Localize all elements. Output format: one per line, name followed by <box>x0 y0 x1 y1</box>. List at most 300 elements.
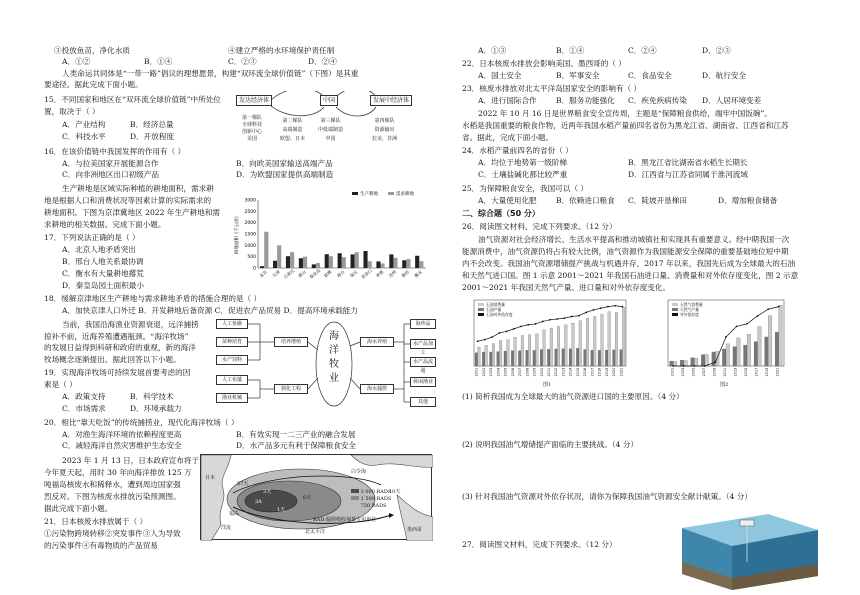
bar-production-farmland <box>273 261 277 268</box>
seabed-block-illustration <box>672 508 820 592</box>
q19-option-d[interactable]: D．环境承载力 <box>130 404 182 413</box>
para-24-line1: 2022 年 10 月 16 日是世界粮食安全宣传周，主题是“保障粮食供给，端牢中国饭碗”。 <box>478 109 772 118</box>
bar-gas-consumption <box>758 327 762 366</box>
q18-options[interactable]: A．加快京津人口外迁 B．开发耕地后备资源 C．促进农产品贸易 D．提高环境承载能力 <box>62 306 358 315</box>
developing-economies-box: 发展中经济体 <box>370 95 412 106</box>
item-seafood: 海珍品 <box>410 319 436 329</box>
q23-option-d[interactable]: D．人居环境变差 <box>702 96 762 105</box>
bar-oil-production <box>555 349 558 366</box>
q16-option-c[interactable]: C．向非洲地区出口初级产品 <box>62 170 159 179</box>
para-21-line1: 2023 年 1 月 13 日，日本政府宣布将于 <box>62 456 200 465</box>
q17-option-c[interactable]: C．衡水有大量耕地撂荒 <box>62 269 144 278</box>
oil-x-tick: 2009 <box>532 367 537 377</box>
gas-x-tick: 2021 <box>775 367 780 377</box>
bar-demand-farmland <box>264 232 268 268</box>
q16-option-d[interactable]: D．为欧盟国家提供高端制造 <box>236 170 334 179</box>
bar-oil-consumption <box>579 321 582 366</box>
oil-x-tick: 2016 <box>583 367 588 377</box>
oil-x-tick: 2012 <box>554 367 559 377</box>
q25-option-a[interactable]: A．大量使用化肥 <box>478 196 537 205</box>
q21-option-d[interactable]: D．②③ <box>702 46 731 55</box>
question-17: 17．下列说法正确的是（ ） <box>44 233 140 242</box>
question-26: 26．阅读图文材料，完成下列要求。（12 分） <box>462 222 617 231</box>
label-bering-sea: 白令海 <box>351 469 367 475</box>
point-gas-dependency <box>693 365 695 367</box>
bar-demand-farmland <box>342 257 346 268</box>
q16-option-b[interactable]: B．向欧美国家输送高端产品 <box>236 159 333 168</box>
bar-gas-consumption <box>694 358 698 366</box>
point-gas-dependency <box>736 326 738 328</box>
bar-demand-farmland <box>329 256 333 268</box>
bar-oil-production <box>526 350 529 366</box>
oil-x-tick: 2001 <box>474 367 479 377</box>
intro-15-line1: 人类命运共同体是“一带一路”倡议的理想愿景，构建“双环流全球价值链”（下图）是其重 <box>62 69 359 78</box>
q24-option-b[interactable]: B．黑龙江省比湖南省水稻生长期长 <box>628 158 748 167</box>
q22-option-d[interactable]: D．航行安全 <box>702 71 747 80</box>
gas-x-tick: 2011 <box>723 367 727 377</box>
para-17-line2: 地是根据人口和消费状况等因素计算的实际需求的 <box>44 196 212 205</box>
bar-demand-farmland <box>419 261 423 268</box>
bar-oil-consumption <box>564 325 567 366</box>
oil-x-tick: 2020 <box>612 367 617 377</box>
point-gas-dependency <box>683 365 685 367</box>
bar-oil-production <box>584 350 587 367</box>
sub-question-3: (3) 针对我国油气资源对外依存状况，请你为保障我国油气资源安全献计献策。（4 分） <box>462 492 752 501</box>
para-17-line1: 生产耕地是区域实际种植的耕地面积，需求耕 <box>62 184 214 193</box>
para-21-line4: 烈反对。下图为核废水排放污染预测图。 <box>44 492 181 501</box>
bar-oil-consumption <box>514 337 517 366</box>
oil-chart <box>462 294 638 380</box>
oil-x-tick: 2004 <box>496 367 501 377</box>
bar-oil-consumption <box>572 323 575 366</box>
bar-oil-production <box>489 352 492 366</box>
item-leisure: 休闲渔业 <box>410 377 436 387</box>
bar-gas-production <box>765 337 769 366</box>
bar-oil-production <box>475 353 478 366</box>
q25-option-b[interactable]: B．依赖进口粮食 <box>556 196 615 205</box>
bar-oil-production <box>482 352 485 366</box>
para-26-line1: 油气资源对社会经济增长、生活水平提高和推动城镇社和实现具有重要意义。经中期我国一次 <box>478 235 790 244</box>
oil-x-tick: 2005 <box>503 367 508 377</box>
oil-x-tick: 2019 <box>604 367 609 377</box>
bar-production-farmland <box>325 254 329 268</box>
farm-y-tick: 2000 <box>244 221 256 227</box>
gas-legend-label: 天然气消费量 <box>680 302 703 307</box>
point-oil-dependency <box>477 340 479 342</box>
point-oil-dependency <box>527 324 529 326</box>
farm-x-tick: 邢台 <box>335 269 346 279</box>
label-mexico: 墨西哥 <box>407 527 423 533</box>
oil-x-tick: 2011 <box>547 367 551 377</box>
gas-x-tick: 2003 <box>680 367 685 377</box>
bar-production-farmland <box>363 251 367 268</box>
bar-oil-consumption <box>615 312 618 366</box>
bar-demand-farmland <box>316 263 320 268</box>
point-oil-dependency <box>506 330 508 332</box>
para-21-line5: 据此完成下面小题。 <box>44 504 113 513</box>
label-1day: 1天 <box>277 507 286 513</box>
para-17-line3: 耕地面积。下图为京津冀地区 2022 年生产耕地和需 <box>44 208 221 217</box>
bar-demand-farmland <box>355 252 359 268</box>
q15-option-b[interactable]: B．经济总量 <box>130 120 174 129</box>
tier-1: 第一梯队 全球科技 创新中心 美国 <box>242 115 263 142</box>
q19-option-b[interactable]: B．科学技术 <box>130 392 174 401</box>
box-domestication: 驯化工程 <box>274 384 308 394</box>
gas-chart <box>656 294 796 380</box>
point-oil-dependency <box>556 318 558 320</box>
bar-oil-consumption <box>528 335 531 366</box>
para-19-line4: 牧场概念逐渐提出。据此回答以下小题。 <box>44 355 181 364</box>
q20-option-d[interactable]: D．水产品多元有利于保障粮食安全 <box>236 441 356 450</box>
legend-demand: 需求耕地 <box>396 192 414 197</box>
point-oil-dependency <box>614 305 616 307</box>
label-fukushima: 福岛 <box>229 511 240 517</box>
bar-gas-production <box>775 332 779 366</box>
bar-gas-consumption <box>715 351 719 366</box>
label-57days: 57天 <box>237 481 249 487</box>
gas-legend-swatch <box>672 308 678 311</box>
farm-x-tick: 张家口 <box>360 267 374 280</box>
farmland-chart <box>232 188 430 290</box>
oil-legend-label: 石油消费量 <box>486 302 505 307</box>
bar-demand-farmland <box>277 245 281 268</box>
oil-legend-label: 石油产量 <box>486 307 502 312</box>
point-oil-dependency <box>593 309 595 311</box>
q23-option-c[interactable]: C．疾免疾病传染 <box>628 96 687 105</box>
oil-x-tick: 2015 <box>575 367 580 377</box>
question-21: 21．日本核废水排放属于（ ） <box>44 517 148 526</box>
bar-production-farmland <box>389 254 393 268</box>
item-machinery: 渔业机械 <box>216 393 248 403</box>
farm-y-tick: 1500 <box>244 232 256 238</box>
farm-y-tick: 500 <box>247 255 256 261</box>
bar-oil-consumption <box>593 317 596 367</box>
point-oil-dependency <box>571 316 573 318</box>
point-oil-dependency <box>498 332 500 334</box>
para-26-line3: 内不会改变。我国油气资源增储提产挑战与机遇并存，2017 年以来，我国先后成为全球最大的石油 <box>462 259 796 268</box>
para-26-line4: 和天然气进口国。图 1 示意 2001～2021 年我国石油进口量、消费量和对外依存度变化，图 2 示意 <box>462 271 799 280</box>
bar-gas-production <box>670 361 674 366</box>
bar-gas-consumption <box>737 338 741 366</box>
q22-option-b[interactable]: B．军事安全 <box>556 71 600 80</box>
q20-option-c[interactable]: C．减轻海洋自然灾害维护生态安全 <box>62 441 182 450</box>
point-oil-dependency <box>542 321 544 323</box>
question-19-cont: 素是（ ） <box>44 380 77 389</box>
oil-x-tick: 2008 <box>525 367 530 377</box>
oil-x-tick: 2018 <box>597 367 602 377</box>
fig1-caption: 图1 <box>543 382 552 388</box>
gas-x-tick: 2007 <box>701 367 706 377</box>
q15-option-a[interactable]: A．产业结构 <box>62 120 106 129</box>
q17-option-b[interactable]: B．邢台人地关系最协调 <box>62 257 144 266</box>
oil-x-tick: 2007 <box>518 367 523 377</box>
farm-x-tick: 承德 <box>374 269 385 279</box>
point-gas-dependency <box>757 315 759 317</box>
bar-oil-consumption <box>507 340 510 366</box>
question-21-statements-2: 的污染事件④有毒物质的产品贸易 <box>44 541 158 550</box>
value-chain-diagram <box>236 91 412 157</box>
bar-gas-production <box>722 349 726 366</box>
para-24-line2: 水稻是我国重要的粮食作物，近两年我国水稻产量前四名省份为黑龙江省、湖南省、江西省和江苏 <box>462 121 789 130</box>
q21-option-c[interactable]: C．②④ <box>628 46 657 55</box>
oil-x-tick: 2014 <box>568 367 573 377</box>
item-feed: 水产饲料 <box>216 355 248 365</box>
q17-option-d[interactable]: D．秦皇岛园土面积最小 <box>62 281 145 290</box>
bar-gas-consumption <box>747 334 751 366</box>
bar-production-farmland <box>286 256 290 268</box>
box-fishing: 海水捕捞 <box>360 384 394 394</box>
label-current: 洋流 <box>221 525 232 531</box>
para-21-line3: 吨福岛核废水和稀释水，遭到周边国家强 <box>44 480 181 489</box>
para-17-line4: 求耕地的相关数据。完成下面小题。 <box>44 220 166 229</box>
label-north-pacific: 北太平洋 <box>305 529 326 535</box>
point-oil-dependency <box>549 319 551 321</box>
q19-option-c[interactable]: C．市场需求 <box>62 404 106 413</box>
map-legend-rad: RAD:辐射吸收剂量专用单位 <box>313 517 377 523</box>
point-oil-dependency <box>491 336 493 338</box>
bar-gas-production <box>733 347 737 366</box>
item-seedling: 苗种培育 <box>216 337 248 347</box>
bar-oil-consumption <box>557 326 560 366</box>
bar-production-farmland <box>299 258 303 268</box>
gas-legend-swatch <box>672 313 678 316</box>
bar-gas-consumption <box>726 344 730 366</box>
fig2-caption: 图2 <box>720 382 729 388</box>
bar-oil-production <box>591 350 594 366</box>
bar-oil-production <box>540 350 543 367</box>
oil-x-tick: 2010 <box>539 367 544 377</box>
farm-y-tick: 0 <box>253 266 256 272</box>
oil-x-tick: 2021 <box>619 367 624 377</box>
gas-x-tick: 2017 <box>754 367 759 377</box>
point-oil-dependency <box>585 311 587 313</box>
section-2-heading: 二、综合题（50 分） <box>462 209 540 218</box>
oil-x-tick: 2002 <box>481 367 486 377</box>
intro-15-line2: 要途径。据此完成下面小题。 <box>44 80 143 89</box>
farm-x-tick: 沧州 <box>387 269 398 279</box>
farm-x-tick: 邯郸 <box>323 269 333 279</box>
oil-x-tick: 2013 <box>561 367 566 377</box>
nuclear-wastewater-map <box>200 454 432 540</box>
bar-oil-production <box>576 348 579 366</box>
gas-legend-label: 对外依存度 <box>680 312 699 317</box>
question-16: 16．在该价值链中我国发挥的作用有（ ） <box>44 147 186 156</box>
para-21-line2: 今年夏天起，用时 30 年向海洋排放 125 万 <box>44 468 192 477</box>
point-oil-dependency <box>578 315 580 317</box>
bar-gas-consumption <box>779 305 783 366</box>
item-other: 其他 <box>410 397 436 407</box>
q23-option-a[interactable]: A．进行国际合作 <box>478 96 537 105</box>
gas-legend-swatch <box>672 303 678 306</box>
para-24-line3: 省。据此，完成下面小题。 <box>462 133 554 142</box>
item-circulation: 水产品流通 <box>410 357 436 367</box>
bar-oil-production <box>613 350 616 366</box>
question-27: 27．阅读图文材料，完成下列要求。（12 分） <box>462 540 617 549</box>
bar-gas-consumption <box>684 361 688 366</box>
bar-oil-consumption <box>601 314 604 366</box>
q20-option-b[interactable]: B．有效实现一二三产业的融合发展 <box>236 430 356 439</box>
point-gas-dependency <box>725 336 727 338</box>
bar-production-farmland <box>338 253 342 268</box>
farm-x-tick: 保定 <box>348 269 359 279</box>
farm-x-tick: 唐山 <box>297 269 307 279</box>
bar-production-farmland <box>260 266 264 268</box>
gas-x-tick: 2001 <box>670 367 675 377</box>
q22-option-a[interactable]: A．国土安全 <box>478 71 522 80</box>
bar-oil-consumption <box>543 330 546 366</box>
question-23: 23．核废水排放对北太平洋岛国家安全的影响有（ ） <box>462 84 642 93</box>
gas-legend-label: 天然气产量 <box>680 307 699 312</box>
bar-gas-consumption <box>705 354 709 366</box>
center-marine-ranching: 海洋牧业 <box>329 331 339 384</box>
gas-x-tick: 2013 <box>733 367 738 377</box>
q23-option-b[interactable]: B．服务功能强化 <box>556 96 615 105</box>
point-oil-dependency <box>564 317 566 319</box>
bar-production-farmland <box>351 254 355 268</box>
q21-option-a[interactable]: A．①③ <box>478 46 507 55</box>
legend-swatch-production <box>352 192 358 195</box>
label-10days: 10天 <box>389 489 401 495</box>
q20-option-a[interactable]: A．对渔生海洋环境的依赖程度更高 <box>62 430 182 439</box>
gas-x-tick: 2009 <box>712 367 717 377</box>
map-legend: 3 000 RADS 1 500 RADS 750 RADS <box>351 489 391 510</box>
bar-oil-production <box>547 349 550 366</box>
q25-option-d[interactable]: D．增加粮食储备 <box>718 196 778 205</box>
bar-gas-production <box>744 345 748 366</box>
oil-x-tick: 2003 <box>489 367 494 377</box>
farm-x-tick: 石家庄 <box>282 267 296 280</box>
box-breeding: 培养增殖 <box>274 337 308 347</box>
question-20: 20．相比“靠天吃饭”的传统捕捞业，现代化海洋牧场（ ） <box>44 418 239 427</box>
bar-oil-consumption <box>492 344 495 366</box>
point-gas-dependency <box>778 306 780 308</box>
bar-oil-consumption <box>478 347 481 366</box>
bar-oil-production <box>620 350 623 366</box>
point-gas-dependency <box>746 323 748 325</box>
point-oil-dependency <box>535 323 537 325</box>
q14-option-c[interactable]: C．②③ <box>228 57 257 66</box>
bar-oil-production <box>511 351 514 366</box>
bar-oil-consumption <box>586 318 589 366</box>
q17-option-a[interactable]: A．北京人地矛盾突出 <box>62 245 136 254</box>
bar-gas-production <box>680 360 684 366</box>
para-19-line3: 的发展日益得到科研和政府的重视，新的海洋 <box>44 343 196 352</box>
bar-oil-production <box>598 350 601 366</box>
bar-oil-consumption <box>536 334 539 366</box>
farm-x-tick: 秦皇岛 <box>308 267 322 280</box>
bar-oil-production <box>504 351 507 366</box>
item-algae: 人工布藻 <box>216 375 248 385</box>
q14-statement-4: ④建立严格的水环境保护责任制 <box>228 46 335 55</box>
bar-oil-production <box>497 352 500 366</box>
point-oil-dependency <box>621 306 623 308</box>
tier-2: 第二梯队 高端制造 欧盟、日本 <box>280 118 306 142</box>
farm-x-tick: 天津 <box>271 269 281 279</box>
point-oil-dependency <box>520 326 522 328</box>
q14-statement-3: ③投放鱼苗，净化水质 <box>54 46 130 55</box>
gas-x-tick: 2019 <box>765 367 770 377</box>
sub-question-2: (2) 说明我国油气增储提产面临的主要挑战。（4 分） <box>462 440 639 449</box>
q16-option-a[interactable]: A．与拉美国家开展能源合作 <box>62 159 159 168</box>
q22-option-c[interactable]: C．食品安全 <box>628 71 672 80</box>
gas-x-tick: 2005 <box>691 367 696 377</box>
bar-oil-consumption <box>608 312 611 366</box>
bar-gas-production <box>754 342 758 366</box>
bar-production-farmland <box>402 260 406 268</box>
item-artificial-reef: 人工鱼礁 <box>216 319 248 329</box>
sub-question-1: (1) 简析我国成为全球最大的油气资源进口国的主要原因。（4 分） <box>462 392 684 401</box>
point-gas-dependency <box>715 361 717 363</box>
legend-production: 生产耕地 <box>360 192 378 197</box>
q19-option-a[interactable]: A．政策支持 <box>62 392 106 401</box>
bar-oil-production <box>605 350 608 366</box>
farm-y-label: 耕地面积（千公顷） <box>235 213 240 255</box>
bar-demand-farmland <box>393 258 397 268</box>
china-box: 中国 <box>320 95 338 106</box>
bar-demand-farmland <box>406 259 410 268</box>
point-oil-dependency <box>513 328 515 330</box>
bar-gas-production <box>712 352 716 366</box>
point-oil-dependency <box>607 306 609 308</box>
bar-oil-consumption <box>521 335 524 366</box>
para-26-line2: 能源消费中，油气资源仍将占有较大比例，油气资源作为我国能源安全保障的重要基础地位短中期 <box>462 247 789 256</box>
legend-swatch-demand <box>388 192 394 195</box>
oil-legend-swatch <box>478 308 484 311</box>
q14-option-b[interactable]: B．①④ <box>144 57 173 66</box>
point-gas-dependency <box>767 308 769 310</box>
label-japan: 日本 <box>205 475 216 481</box>
q24-option-a[interactable]: A．均位于地势第一级阶梯 <box>478 158 568 167</box>
question-18: 18．缓解京津地区生产耕地与需求耕地矛盾的措施合理的是（ ） <box>44 294 262 303</box>
bar-oil-consumption <box>485 345 488 366</box>
oil-legend-label: 石油对外依存度 <box>486 312 513 317</box>
q25-option-c[interactable]: C．陡坡开垦梯田 <box>628 196 687 205</box>
bar-oil-production <box>562 349 565 366</box>
box-aquaculture: 海水养殖 <box>360 337 394 347</box>
point-gas-dependency <box>672 365 674 367</box>
q15-option-d[interactable]: D．开放程度 <box>130 132 175 141</box>
question-19: 19．实现海洋牧场可持续发展首要考虑的因 <box>44 368 191 377</box>
label-3days: 3天 <box>263 489 272 495</box>
bar-gas-production <box>691 358 695 366</box>
bar-demand-farmland <box>381 263 385 268</box>
oil-legend-swatch <box>478 303 484 306</box>
q24-option-c[interactable]: C．土壤盐碱化都比较严重 <box>478 170 568 179</box>
bar-demand-farmland <box>290 252 294 268</box>
para-19-line1: 当前，我国沿海渔业资源衰退，远洋捕捞 <box>62 320 199 329</box>
q14-option-a[interactable]: A．①② <box>62 57 91 66</box>
question-21-statements-1: ①污染物跨境转移②突发事件③人为导致 <box>44 529 181 538</box>
point-gas-dependency <box>704 365 706 367</box>
bar-gas-consumption <box>768 316 772 366</box>
question-15-cont: 置，取决于（ ） <box>44 107 100 116</box>
bar-oil-consumption <box>550 328 553 366</box>
bar-gas-production <box>701 355 705 366</box>
q14-option-d[interactable]: D．②④ <box>308 57 337 66</box>
point-oil-dependency <box>484 339 486 341</box>
bar-production-farmland <box>376 261 380 268</box>
para-19-line2: 掠补不前，近海养殖遭遇瓶颈。“海洋牧场” <box>44 332 189 341</box>
oil-legend-swatch <box>478 313 484 316</box>
q24-option-d[interactable]: D．江西省与江苏省同属于淮河流域 <box>628 170 748 179</box>
bar-demand-farmland <box>368 261 372 268</box>
q15-option-c[interactable]: C．科技水平 <box>62 132 106 141</box>
farm-x-tick: 廊坊 <box>400 269 411 279</box>
farm-x-tick: 北京 <box>258 269 269 279</box>
q21-option-b[interactable]: B．①④ <box>556 46 585 55</box>
question-24: 24．水稻产量前四名的省份（ ） <box>462 146 573 155</box>
label-6days: 6天 <box>303 495 312 501</box>
